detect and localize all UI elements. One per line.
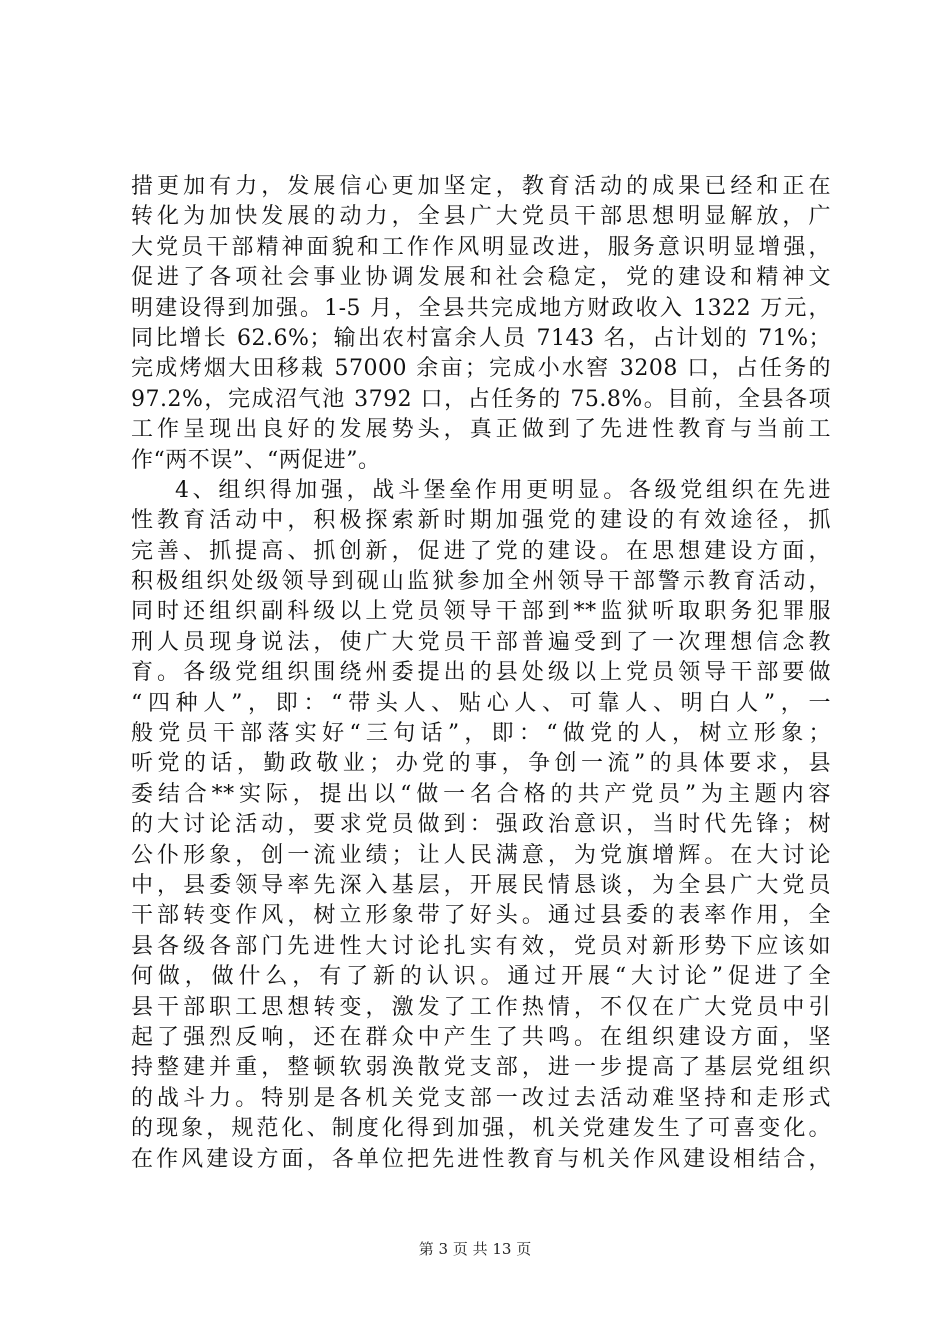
text-line: 的现象，规范化、制度化得到加强，机关党建发生了可喜变化。	[131, 1116, 831, 1142]
text-line: 同比增长 62.6%；输出农村富余人员 7143 名，占计划的 71%；	[131, 325, 831, 351]
text-line: 促进了各项社会事业协调发展和社会稳定，党的建设和精神文	[131, 265, 831, 291]
text-line: 在作风建设方面，各单位把先进性教育与机关作风建设相结合，	[131, 1146, 831, 1172]
text-line: 般党员干部落实好“三句话”，即：“做党的人，树立形象；	[131, 721, 831, 747]
text-line: 作“两不误”、“两促进”。	[131, 447, 381, 473]
text-line: 转化为加快发展的动力，全县广大党员干部思想明显解放，广	[131, 204, 831, 230]
page-number-footer: 第 3 页 共 13 页	[418, 1240, 532, 1258]
text-line: “四种人”，即：“带头人、贴心人、可靠人、明白人”，一	[131, 690, 831, 716]
text-line: 97.2%，完成沼气池 3792 口，占任务的 75.8%。目前，全县各项	[131, 386, 831, 412]
text-line: 完成烤烟大田移栽 57000 余亩；完成小水窖 3208 口，占任务的	[131, 356, 831, 382]
text-line: 的大讨论活动，要求党员做到：强政治意识，当时代先锋；树	[131, 812, 831, 838]
text-line: 持整建并重，整顿软弱涣散党支部，进一步提高了基层党组织	[131, 1055, 831, 1081]
text-line: 育。各级党组织围绕州委提出的县处级以上党员领导干部要做	[131, 660, 831, 686]
text-line: 同时还组织副科级以上党员领导干部到**监狱听取职务犯罪服	[131, 599, 831, 625]
text-line: 完善、抓提高、抓创新，促进了党的建设。在思想建设方面，	[131, 538, 831, 564]
text-line: 公仆形象，创一流业绩；让人民满意，为党旗增辉。在大讨论	[131, 842, 831, 868]
text-line: 明建设得到加强。1-5 月，全县共完成地方财政收入 1322 万元，	[131, 295, 831, 321]
text-line: 干部转变作风，树立形象带了好头。通过县委的表率作用，全	[131, 903, 831, 929]
text-line: 起了强烈反响，还在群众中产生了共鸣。在组织建设方面，坚	[131, 1024, 831, 1050]
text-line: 工作呈现出良好的发展势头，真正做到了先进性教育与当前工	[131, 417, 831, 443]
text-line: 的战斗力。特别是各机关党支部一改过去活动难坚持和走形式	[131, 1085, 831, 1111]
text-line: 委结合**实际，提出以“做一名合格的共产党员”为主题内容	[131, 781, 831, 807]
paragraph-start-line: 4、组织得加强，战斗堡垒作用更明显。各级党组织在先进	[175, 477, 831, 503]
text-line: 县干部职工思想转变，激发了工作热情，不仅在广大党员中引	[131, 994, 831, 1020]
text-line: 性教育活动中，积极探索新时期加强党的建设的有效途径，抓	[131, 508, 831, 534]
text-line: 刑人员现身说法，使广大党员干部普遍受到了一次理想信念教	[131, 629, 831, 655]
body-text	[131, 172, 831, 1175]
text-line: 中，县委领导率先深入基层，开展民情恳谈，为全县广大党员	[131, 872, 831, 898]
text-line: 听党的话，勤政敬业；办党的事，争创一流”的具体要求，县	[131, 751, 831, 777]
text-line: 措更加有力，发展信心更加坚定，教育活动的成果已经和正在	[131, 174, 831, 199]
text-line: 大党员干部精神面貌和工作作风明显改进，服务意识明显增强，	[131, 234, 831, 260]
text-line: 县各级各部门先进性大讨论扎实有效，党员对新形势下应该如	[131, 933, 831, 959]
text-line: 积极组织处级领导到砚山监狱参加全州领导干部警示教育活动，	[131, 569, 831, 595]
text-line: 何做，做什么，有了新的认识。通过开展“大讨论”促进了全	[131, 964, 831, 990]
